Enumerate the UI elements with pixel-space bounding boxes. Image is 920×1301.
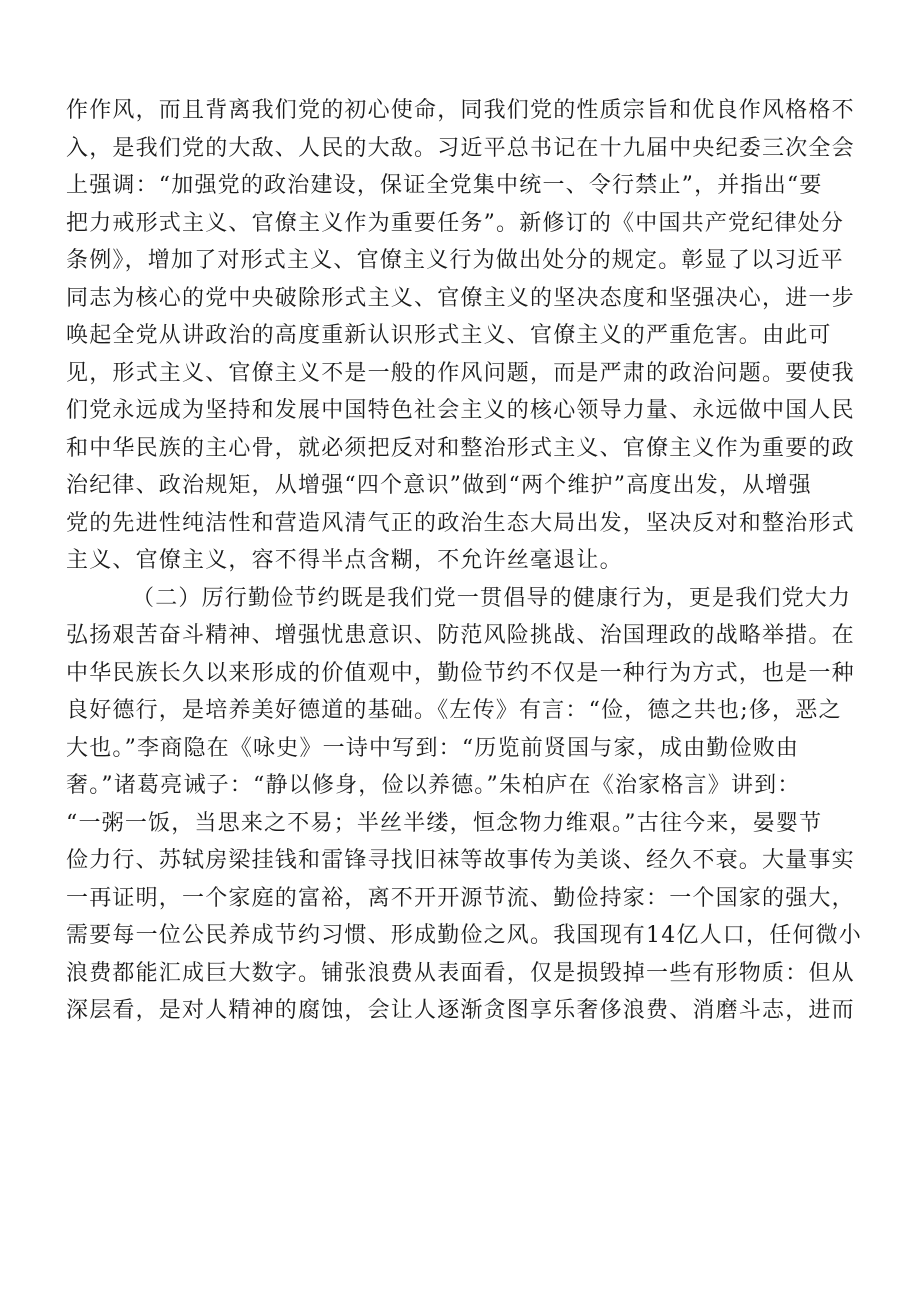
text-line-8: 见，形式主义、官僚主义不是一般的作风问题，而是严肃的政治问题。要使我 <box>66 360 855 386</box>
text-line-23: 需要每一位公民养成节约习惯、形成勤俭之风。我国现有14亿人口，任何微小 <box>66 923 862 948</box>
text-line-6: 同志为核心的党中央破除形式主义、官僚主义的坚决态度和坚强决心，进一步 <box>66 285 855 311</box>
text-line-1: 作作风，而且背离我们党的初心使命，同我们党的性质宗旨和优良作风格格不 <box>66 98 855 123</box>
text-line-7: 唤起全党从讲政治的高度重新认识形式主义、官僚主义的严重危害。由此可 <box>66 323 832 348</box>
text-line-16: 中华民族长久以来形成的价值观中，勤俭节约不仅是一种行为方式，也是一种 <box>66 660 855 686</box>
text-line-13: 主义、官僚主义，容不得半点含糊，不允许丝毫退让。 <box>66 548 623 573</box>
paragraph-2-first-line: （二）厉行勤俭节约既是我们党一贯倡导的健康行为，更是我们党大力 <box>132 585 852 611</box>
text-line-9: 们党永远成为坚持和发展中国特色社会主义的核心领导力量、永远做中国人民 <box>66 398 855 423</box>
text-line-11: 治纪律、政治规矩，从增强“四个意识”做到“两个维护”高度出发，从增强 <box>66 473 812 498</box>
text-line-4: 把力戒形式主义、官僚主义作为重要任务”。新修订的《中国共产党纪律处分 <box>66 210 845 236</box>
text-line-10: 和中华民族的主心骨，就必须把反对和整治形式主义、官僚主义作为重要的政 <box>66 435 855 461</box>
text-line-3: 上强调：“加强党的政治建设，保证全党集中统一、令行禁止”，并指出“要 <box>66 173 823 198</box>
text-line-17: 良好德行，是培养美好德道的基础。《左传》有言：“俭，德之共也;侈，恶之 <box>66 698 842 723</box>
text-line-15: 弘扬艰苦奋斗精神、增强忧患意识、防范风险挑战、治国理政的战略举措。在 <box>66 623 855 648</box>
text-line-22: 一再证明，一个家庭的富裕，离不开开源节流、勤俭持家：一个国家的强大， <box>66 885 855 911</box>
text-line-25: 深层看，是对人精神的腐蚀，会让人逐渐贪图享乐奢侈浪费、消磨斗志，进而 <box>66 998 855 1023</box>
text-line-21: 俭力行、苏轼房梁挂钱和雷锋寻找旧袜等故事传为美谈、经久不衰。大量事实 <box>66 848 855 873</box>
text-line-18: 大也。”李商隐在《咏史》一诗中写到：“历览前贤国与家，成由勤俭败由 <box>66 735 800 761</box>
body-text <box>66 92 866 1030</box>
text-line-2: 入，是我们党的大敌、人民的大敌。习近平总书记在十九届中央纪委三次全会 <box>66 135 855 161</box>
text-line-12: 党的先进性纯洁性和营造风清气正的政治生态大局出发，坚决反对和整治形式 <box>66 510 855 536</box>
text-line-19: 奢。”诸葛亮诫子：“静以修身，俭以养德。”朱柏庐在《治家格言》讲到： <box>66 773 801 798</box>
text-line-24: 浪费都能汇成巨大数字。铺张浪费从表面看，仅是损毁掉一些有形物质：但从 <box>66 960 855 986</box>
text-line-5: 条例》，增加了对形式主义、官僚主义行为做出处分的规定。彰显了以习近平 <box>66 248 844 273</box>
text-line-20: “一粥一饭，当思来之不易；半丝半缕，恒念物力维艰。”古往今来，晏婴节 <box>66 810 823 836</box>
